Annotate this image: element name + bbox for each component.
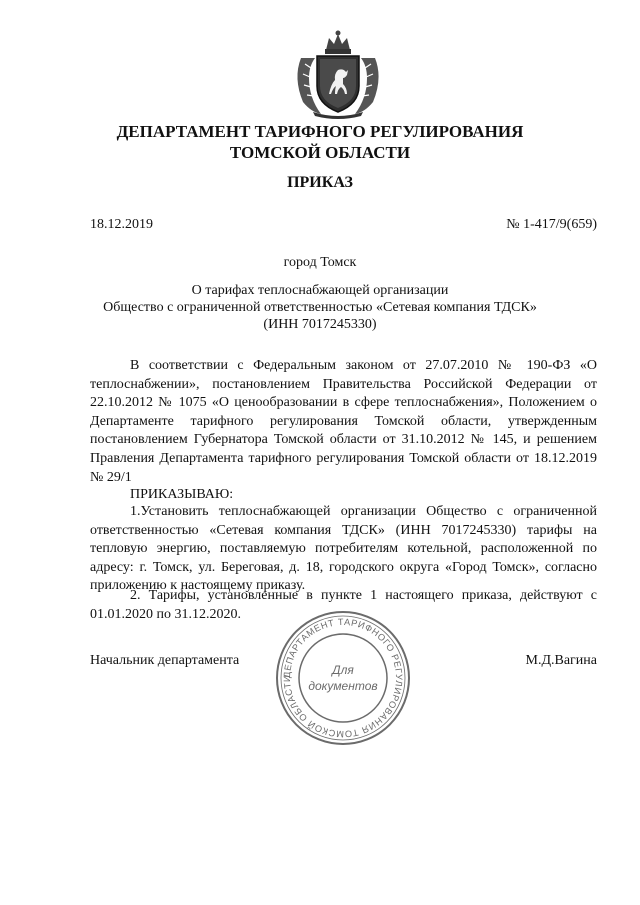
- department-title-line2: ТОМСКОЙ ОБЛАСТИ: [229, 143, 411, 162]
- subject-line2: Общество с ограниченной ответственностью «Сетевая компания ТДСК»: [103, 300, 537, 315]
- stamp-center-line2: документов: [308, 679, 378, 693]
- order-item-2: 2. Тарифы, установленные в пункте 1 настоящего приказа, действуют с 01.01.2020 по 31.12.2020.: [90, 588, 597, 622]
- signatory-title: Начальник департамента: [90, 653, 240, 668]
- official-stamp: [273, 608, 413, 748]
- coat-of-arms-icon: [291, 28, 385, 120]
- subject-line1: О тарифах теплоснабжающей организации: [191, 283, 449, 298]
- city: город Томск: [283, 255, 357, 270]
- order-date: 18.12.2019: [90, 217, 153, 232]
- stamp-center-line1: Для: [332, 663, 354, 677]
- order-item-1: 1.Установить теплоснабжающей организации Общество с ограниченной ответственностью «Сетевая компания ТДСК» (ИНН 7017245330) тарифы на тепловую энергию, поставляемую потребителям котельной, расположенной по адресу: г. Томск, ул. Береговая, д. 18, городского округа «Город Томск», согласно приложению к настоящему приказу.: [90, 504, 597, 594]
- orders-label: ПРИКАЗЫВАЮ:: [130, 487, 234, 502]
- department-title-line1: ДЕПАРТАМЕНТ ТАРИФНОГО РЕГУЛИРОВАНИЯ: [116, 122, 524, 141]
- subject-line3: (ИНН 7017245330): [263, 317, 377, 332]
- document-type: ПРИКАЗ: [287, 174, 353, 191]
- order-number: № 1-417/9(659): [506, 217, 597, 232]
- preamble-paragraph: В соответствии с Федеральным законом от 27.07.2010 № 190-ФЗ «О теплоснабжении», постановлением Правительства Российской Федерации от 22.10.2012 № 1075 «О ценообразовании в сфере теплоснабжения», Положением о Департаменте тарифного регулирования Томской области, утвержденным постановлением Губернатора Томской области от 31.10.2012 № 145, и решением Правления Департамента тарифного регулирования Томской области от 18.12.2019 № 29/1: [90, 358, 597, 485]
- stamp-ring-text: ДЕПАРТАМЕНТ ТАРИФНОГО РЕГУЛИРОВАНИЯ ТОМСКОЙ ОБЛАСТИ: [281, 616, 405, 740]
- signatory-name: М.Д.Вагина: [525, 653, 597, 668]
